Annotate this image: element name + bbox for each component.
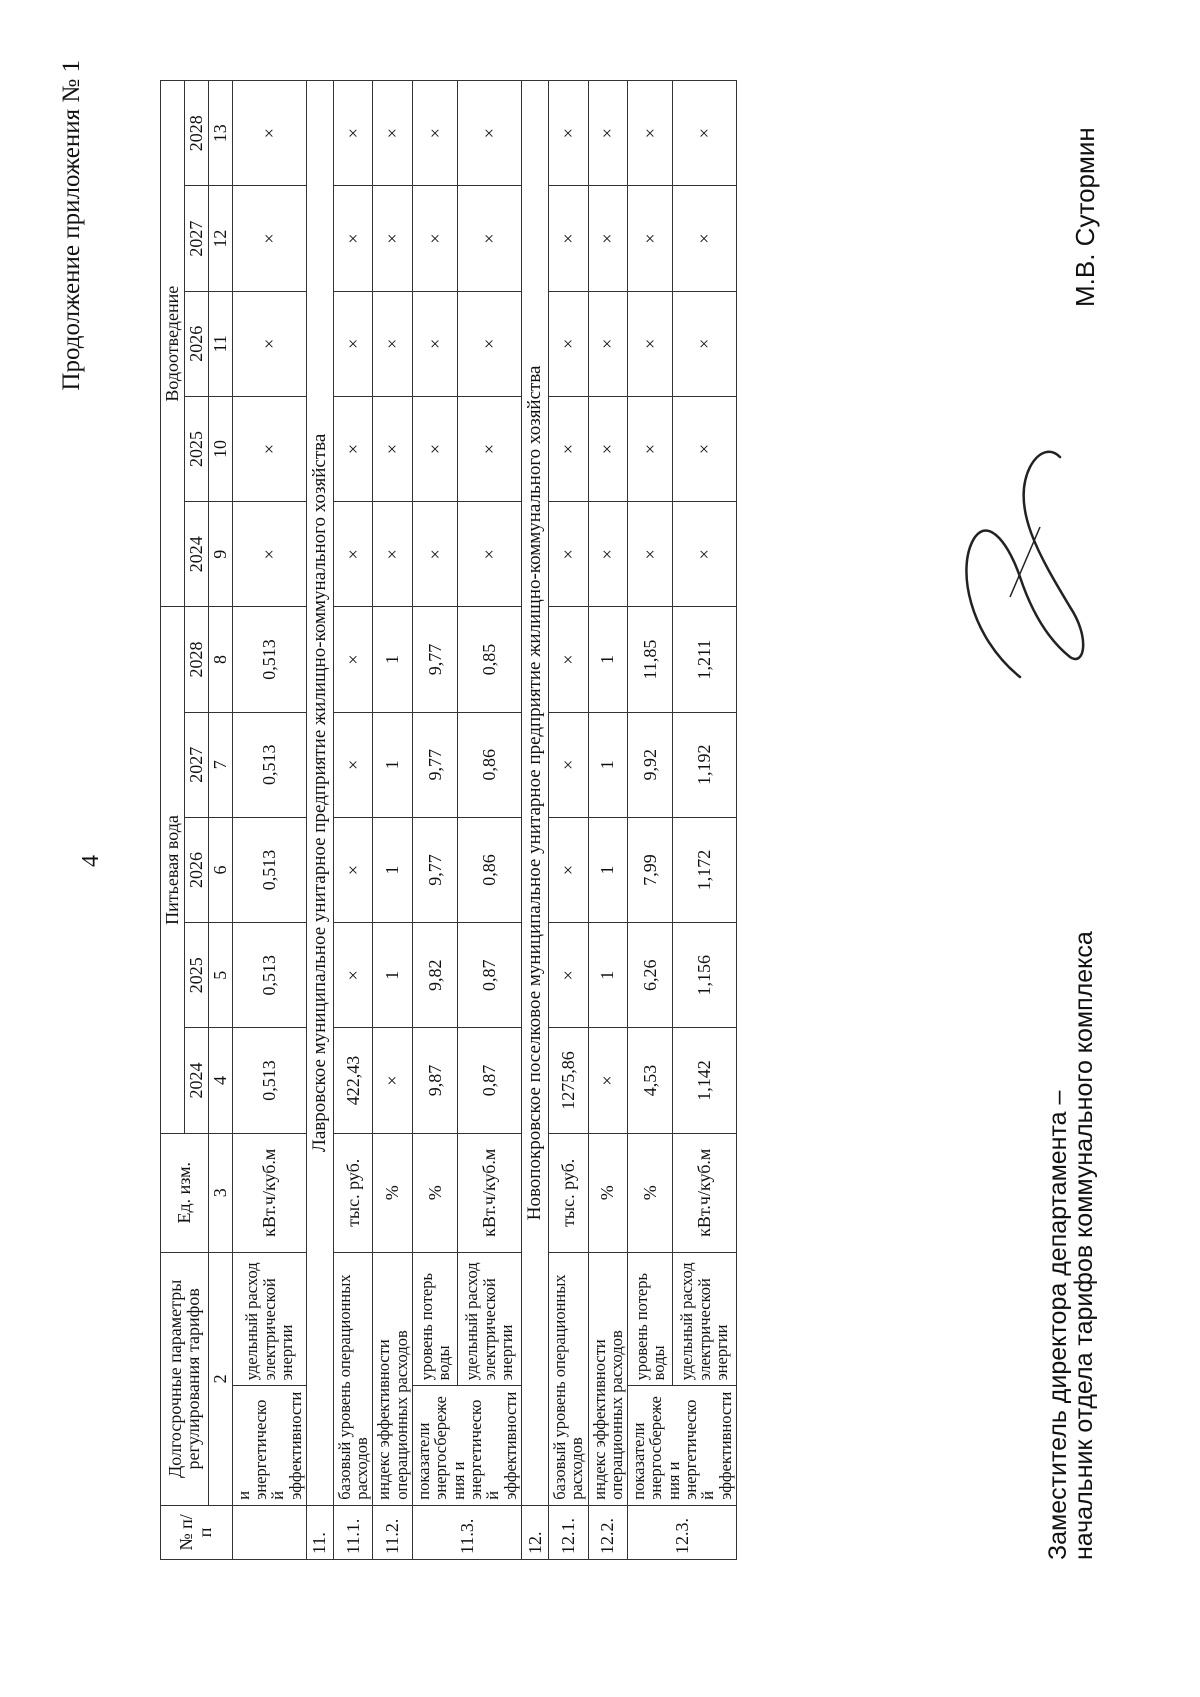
value-cell: × [413, 396, 458, 501]
value-cell: × [588, 396, 628, 501]
value-cell: × [548, 81, 588, 186]
value-cell: 0,85 [457, 607, 521, 712]
row-num: 11.2. [373, 1505, 413, 1559]
value-cell: × [413, 81, 458, 186]
col-number: 6 [208, 817, 232, 922]
position-line-1: Заместитель директора департамента – [1044, 1090, 1072, 1560]
value-cell: 9,87 [413, 1028, 458, 1133]
value-cell: × [333, 396, 373, 501]
unit: % [588, 1133, 628, 1252]
value-cell: × [457, 81, 521, 186]
value-cell: × [548, 923, 588, 1028]
value-cell: × [588, 291, 628, 396]
col-header-unit: Ед. изм. [161, 1133, 209, 1252]
value-cell: 11,85 [628, 607, 673, 712]
section-row [521, 81, 548, 1560]
value-cell: × [333, 817, 373, 922]
value-cell: 1 [588, 607, 628, 712]
handwritten-signature [950, 437, 1110, 697]
value-cell: × [548, 502, 588, 607]
value-cell: 1,142 [672, 1028, 736, 1133]
value-cell: × [628, 291, 673, 396]
value-cell: × [628, 502, 673, 607]
value-cell: × [548, 291, 588, 396]
value-cell: 1 [588, 923, 628, 1028]
section-num: 11. [306, 1505, 333, 1559]
value-cell: × [548, 396, 588, 501]
year-header: 2024 [184, 1028, 208, 1133]
value-cell: 1 [588, 817, 628, 922]
value-cell: 6,26 [628, 923, 673, 1028]
value-cell: × [232, 502, 306, 607]
col-number: 4 [208, 1028, 232, 1133]
year-header: 2026 [184, 291, 208, 396]
value-cell: 9,77 [413, 607, 458, 712]
value-cell: × [548, 607, 588, 712]
value-cell: × [548, 817, 588, 922]
row-num: 11.1. [333, 1505, 373, 1559]
year-header: 2027 [184, 712, 208, 817]
value-cell: 0,513 [232, 712, 306, 817]
table-row [373, 81, 413, 1560]
param-name: базовый уровень операционных расходов [548, 1252, 588, 1505]
table-row [413, 81, 458, 1560]
unit: % [628, 1133, 673, 1252]
param-name: удельный расход электрической энергии [232, 1252, 306, 1385]
section-row [306, 81, 333, 1560]
year-header: 2025 [184, 923, 208, 1028]
col-header-param: Долгосрочные параметры регулирования тарифов [161, 1252, 209, 1505]
value-cell: 0,513 [232, 817, 306, 922]
value-cell: × [333, 186, 373, 291]
value-cell: × [333, 81, 373, 186]
value-cell: × [672, 81, 736, 186]
value-cell: × [588, 186, 628, 291]
position-line-2: начальник отдела тарифов коммунального комплекса [1070, 931, 1099, 1560]
value-cell: 0,513 [232, 607, 306, 712]
row-num: 12.1. [548, 1505, 588, 1559]
value-cell: 9,77 [413, 712, 458, 817]
value-cell: 9,92 [628, 712, 673, 817]
table-row [457, 81, 521, 1560]
value-cell: 0,86 [457, 712, 521, 817]
value-cell: × [333, 607, 373, 712]
value-cell: × [672, 502, 736, 607]
value-cell: 0,87 [457, 923, 521, 1028]
year-header: 2024 [184, 502, 208, 607]
value-cell: × [457, 396, 521, 501]
param-group: и энергетической эффективности [232, 1386, 306, 1505]
col-number: 9 [208, 502, 232, 607]
row-num: 12.3. [628, 1505, 737, 1559]
value-cell: × [628, 396, 673, 501]
value-cell: 1,192 [672, 712, 736, 817]
value-cell: × [232, 291, 306, 396]
row-num: 11.3. [413, 1505, 522, 1559]
table-row [333, 81, 373, 1560]
signatory-name: М.В. Сутормин [1070, 127, 1100, 307]
page-number: 4 [78, 855, 104, 867]
col-number: 13 [208, 81, 232, 186]
value-cell: × [333, 712, 373, 817]
value-cell: × [672, 396, 736, 501]
param-name: индекс эффективности операционных расходов [373, 1252, 413, 1505]
col-number: 8 [208, 607, 232, 712]
param-group: показатели энергосбережения и энергетической эффективности [628, 1386, 737, 1505]
value-cell: 4,53 [628, 1028, 673, 1133]
value-cell: 9,82 [413, 923, 458, 1028]
year-header: 2027 [184, 186, 208, 291]
table-row [628, 81, 673, 1560]
value-cell: × [333, 923, 373, 1028]
unit: тыс. руб. [333, 1133, 373, 1252]
unit: кВт.ч/куб.м [672, 1133, 736, 1252]
col-header-sewage: Водоотведение [161, 81, 185, 607]
col-header-num: № п/п [161, 1505, 233, 1559]
value-cell: × [413, 502, 458, 607]
value-cell: × [373, 291, 413, 396]
section-num: 12. [521, 1505, 548, 1559]
value-cell: × [373, 1028, 413, 1133]
value-cell: × [628, 81, 673, 186]
col-number: 10 [208, 396, 232, 501]
unit: тыс. руб. [548, 1133, 588, 1252]
value-cell: × [548, 712, 588, 817]
header-row-col-numbers [208, 81, 232, 1560]
value-cell: 1 [588, 712, 628, 817]
value-cell: × [457, 502, 521, 607]
table-row [588, 81, 628, 1560]
value-cell: × [548, 186, 588, 291]
value-cell: 9,77 [413, 817, 458, 922]
value-cell: × [588, 81, 628, 186]
table-row [548, 81, 588, 1560]
year-header: 2025 [184, 396, 208, 501]
value-cell: × [373, 502, 413, 607]
value-cell: × [413, 291, 458, 396]
value-cell: 422,43 [333, 1028, 373, 1133]
unit: кВт.ч/куб.м [457, 1133, 521, 1252]
value-cell: × [588, 1028, 628, 1133]
year-header: 2026 [184, 817, 208, 922]
value-cell: × [373, 81, 413, 186]
param-name: уровень потерь воды [628, 1252, 673, 1385]
col-number: 2 [208, 1252, 232, 1505]
section-name: Лавровское муниципальное унитарное предприятие жилищно-коммунального хозяйства [306, 81, 333, 1506]
value-cell: 7,99 [628, 817, 673, 922]
value-cell: × [232, 186, 306, 291]
value-cell: × [457, 186, 521, 291]
row-num: 12.2. [588, 1505, 628, 1559]
value-cell: 0,87 [457, 1028, 521, 1133]
value-cell: 1,211 [672, 607, 736, 712]
signatory-position [1045, 931, 1098, 1560]
value-cell: × [628, 186, 673, 291]
value-cell: × [232, 81, 306, 186]
value-cell: × [413, 186, 458, 291]
value-cell: 0,513 [232, 923, 306, 1028]
value-cell: 1 [373, 607, 413, 712]
value-cell: 1,156 [672, 923, 736, 1028]
value-cell: × [333, 502, 373, 607]
unit: % [413, 1133, 458, 1252]
header-row [161, 81, 185, 1560]
value-cell: 1,172 [672, 817, 736, 922]
value-cell: 1275,86 [548, 1028, 588, 1133]
value-cell: × [457, 291, 521, 396]
table-row [672, 81, 736, 1560]
value-cell: 0,86 [457, 817, 521, 922]
table-row [232, 81, 306, 1560]
param-name: удельный расход электрической энергии [672, 1252, 736, 1385]
param-name: уровень потерь воды [413, 1252, 458, 1385]
year-header: 2028 [184, 81, 208, 186]
unit: % [373, 1133, 413, 1252]
year-header: 2028 [184, 607, 208, 712]
col-number: 7 [208, 712, 232, 817]
value-cell: 0,513 [232, 1028, 306, 1133]
value-cell: 1 [373, 817, 413, 922]
value-cell: × [672, 186, 736, 291]
section-name: Новопокровское поселковое муниципальное унитарное предприятие жилищно-коммунального хозяйства [521, 81, 548, 1506]
appendix-title: Продолжение приложения № 1 [58, 60, 85, 391]
row-num [232, 1505, 306, 1559]
value-cell: × [232, 396, 306, 501]
value-cell: × [333, 291, 373, 396]
param-name: индекс эффективности операционных расходов [588, 1252, 628, 1505]
col-number: 12 [208, 186, 232, 291]
col-header-drinking-water: Питьевая вода [161, 607, 185, 1133]
value-cell: 1 [373, 923, 413, 1028]
col-number: 5 [208, 923, 232, 1028]
value-cell: × [588, 502, 628, 607]
tariff-table [160, 80, 737, 1560]
value-cell: × [373, 396, 413, 501]
col-number: 3 [208, 1133, 232, 1252]
param-name: удельный расход электрической энергии [457, 1252, 521, 1385]
unit: кВт.ч/куб.м [232, 1133, 306, 1252]
value-cell: × [373, 186, 413, 291]
col-number: 11 [208, 291, 232, 396]
value-cell: × [672, 291, 736, 396]
value-cell: 1 [373, 712, 413, 817]
param-name: базовый уровень операционных расходов [333, 1252, 373, 1505]
param-group: показатели энергосбережения и энергетической эффективности [413, 1386, 522, 1505]
